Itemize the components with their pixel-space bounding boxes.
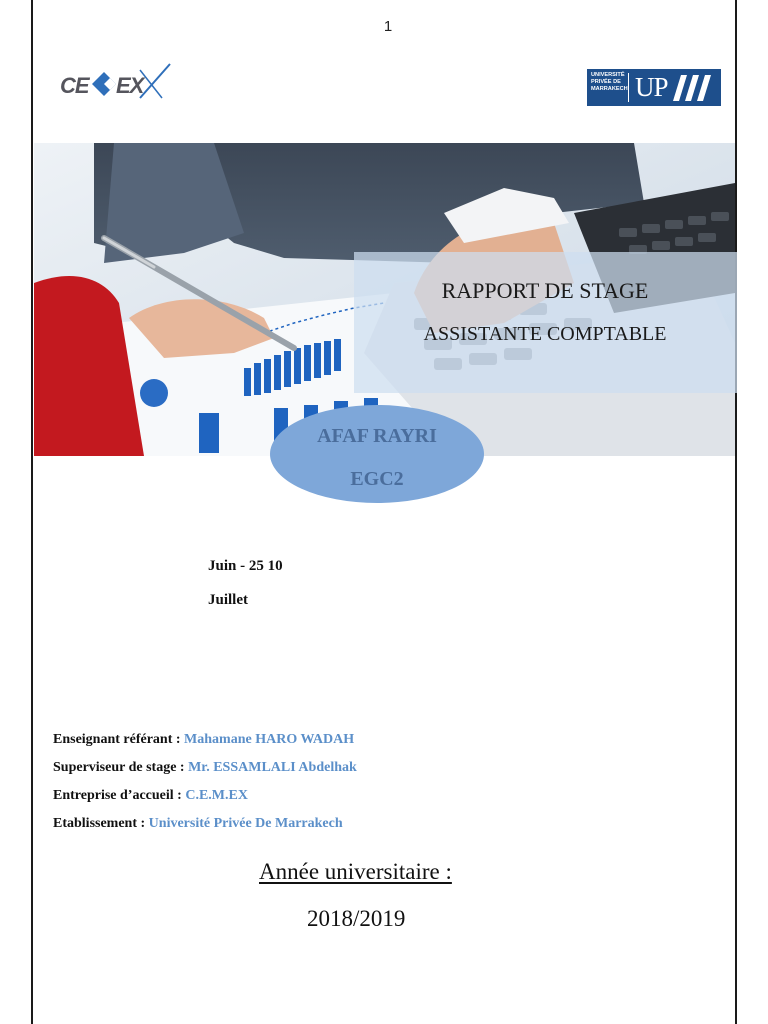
upm-slashes-icon [673, 75, 717, 101]
academic-year-label: Année universitaire : [259, 859, 452, 884]
cemex-logo-graphic [58, 60, 173, 110]
info-value: Université Privée De Marrakech [148, 816, 343, 831]
svg-text:EX: EX [116, 73, 144, 98]
info-label: Enseignant référant : [53, 732, 185, 747]
report-title: RAPPORT DE STAGE [441, 278, 649, 303]
info-label: Entreprise d’accueil : [53, 788, 186, 803]
report-subtitle: ASSISTANTE COMPTABLE [423, 323, 667, 345]
academic-year-value: 2018/2019 [307, 906, 406, 931]
svg-text:CE: CE [60, 73, 89, 98]
info-value: Mahamane HARO WADAH [184, 732, 355, 747]
cemex-logo [58, 60, 173, 110]
upm-logo [587, 69, 721, 106]
internship-month: Juillet [208, 592, 248, 608]
page-border-left [31, 0, 33, 1024]
upm-logo-small-text: UNIVERSITÉ PRIVÉE DE MARRAKECH [591, 72, 628, 92]
info-label: Etablissement : [53, 816, 149, 831]
info-value: C.E.M.EX [185, 788, 248, 803]
page-number: 1 [383, 18, 393, 35]
page-border-right [735, 0, 737, 1024]
student-class: EGC2 [350, 468, 404, 490]
upm-logo-big-text: UP [635, 72, 668, 102]
info-value: Mr. ESSAMLALI Abdelhak [188, 760, 357, 775]
info-label: Superviseur de stage : [53, 760, 189, 775]
info-row-supervisor [53, 760, 357, 776]
info-row-teacher [53, 732, 354, 748]
upm-logo-divider [628, 73, 629, 102]
info-row-company [53, 788, 248, 804]
internship-dates: Juin - 25 10 [208, 558, 283, 574]
info-row-institution [53, 816, 343, 832]
student-name: AFAF RAYRI [317, 425, 437, 447]
